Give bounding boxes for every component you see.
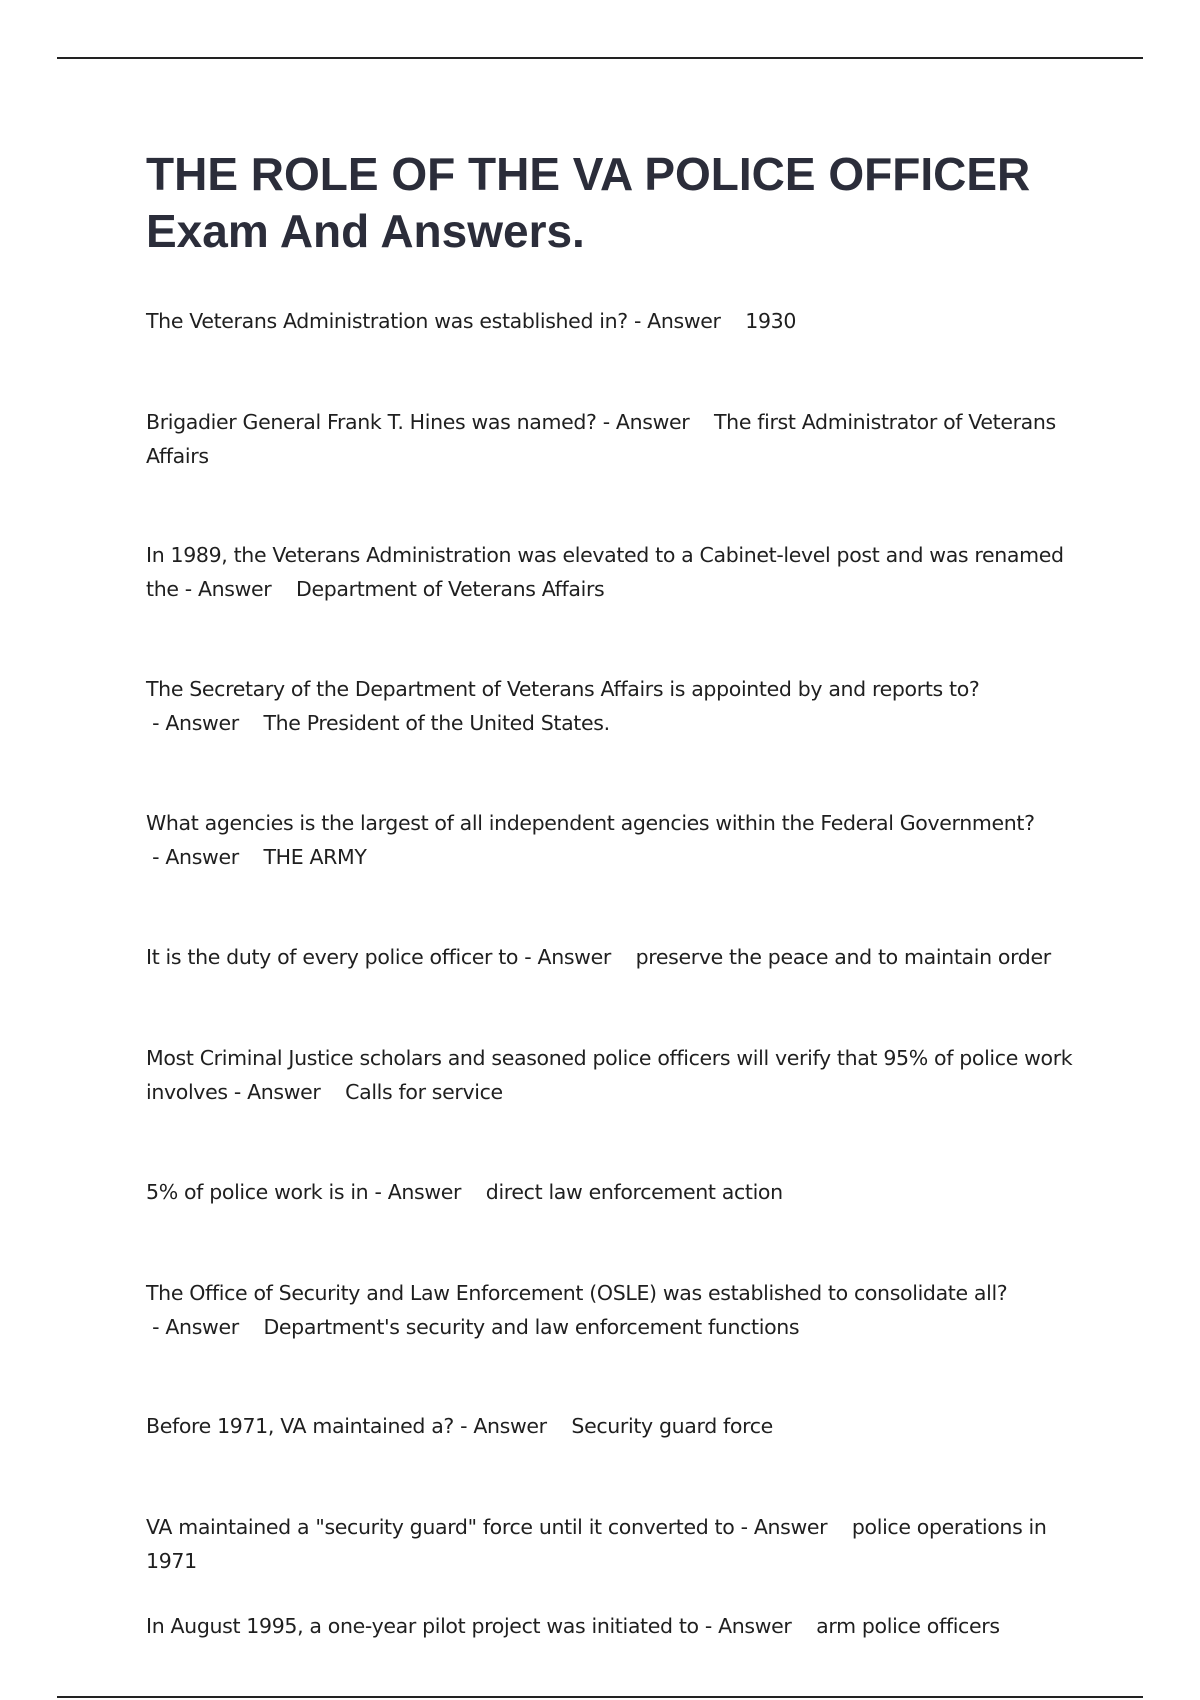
answer-label: - Answer — [734, 1515, 852, 1539]
question-text: In 1989, the Veterans Administration was elevated to a Cabinet-level post and was renamed the — [146, 543, 1064, 601]
answer-text: police operations in 1971 — [146, 1515, 1047, 1573]
question-text: VA maintained a "security guard" force until it converted to — [146, 1515, 735, 1539]
question-text: The Office of Security and Law Enforcement (OSLE) was established to consolidate all? — [146, 1281, 1008, 1305]
answer-text: The President of the United States. — [263, 711, 610, 735]
question-text: The Veterans Administration was established in? — [146, 309, 628, 333]
question-text: Most Criminal Justice scholars and seasoned police officers will verify that 95% of police work involves — [146, 1046, 1073, 1104]
answer-text: THE ARMY — [263, 845, 367, 869]
question-text: Brigadier General Frank T. Hines was named? — [146, 410, 597, 434]
answer-text: Department of Veterans Affairs — [296, 577, 605, 601]
qa-item — [146, 806, 1096, 874]
answer-label: - Answer — [453, 1414, 572, 1438]
answer-text: Department's security and law enforcement functions — [263, 1315, 800, 1339]
qa-item — [146, 672, 1096, 740]
answer-label: - Answer — [178, 577, 297, 601]
answer-text: Calls for service — [345, 1080, 503, 1104]
answer-text: preserve the peace and to maintain order — [635, 945, 1051, 969]
qa-item — [146, 304, 1096, 338]
bottom-rule — [57, 1696, 1143, 1698]
answer-text: direct law enforcement action — [485, 1180, 783, 1204]
qa-item — [146, 1609, 1096, 1643]
question-text: In August 1995, a one-year pilot project was initiated to — [146, 1614, 699, 1638]
answer-label: - Answer — [698, 1614, 817, 1638]
answer-label: - Answer — [368, 1180, 486, 1204]
answer-label: - Answer — [227, 1080, 346, 1104]
answer-label: - Answer — [518, 945, 636, 969]
qa-item — [146, 1175, 1096, 1209]
question-text: It is the duty of every police officer to — [146, 945, 519, 969]
question-text: Before 1971, VA maintained a? — [146, 1414, 454, 1438]
qa-item — [146, 940, 1096, 974]
question-text: 5% of police work is in — [146, 1180, 369, 1204]
answer-label: - Answer — [627, 309, 746, 333]
question-text: What agencies is the largest of all independent agencies within the Federal Government? — [146, 811, 1035, 835]
answer-text: 1930 — [745, 309, 797, 333]
answer-label: - Answer — [596, 410, 714, 434]
question-text: The Secretary of the Department of Veterans Affairs is appointed by and reports to? — [146, 677, 980, 701]
qa-item — [146, 1041, 1096, 1109]
top-rule — [57, 57, 1143, 59]
answer-text: Security guard force — [571, 1414, 773, 1438]
qa-item — [146, 405, 1096, 473]
qa-item — [146, 1510, 1096, 1578]
page-title: THE ROLE OF THE VA POLICE OFFICER Exam And Answers. — [146, 148, 1031, 257]
qa-item — [146, 1409, 1096, 1443]
answer-label: - Answer — [146, 711, 264, 735]
qa-item — [146, 538, 1096, 606]
answer-text: arm police officers — [816, 1614, 1000, 1638]
qa-item — [146, 1276, 1096, 1344]
answer-label: - Answer — [146, 1315, 264, 1339]
answer-label: - Answer — [146, 845, 264, 869]
answer-text: The first Administrator of Veterans Affairs — [146, 410, 1056, 468]
